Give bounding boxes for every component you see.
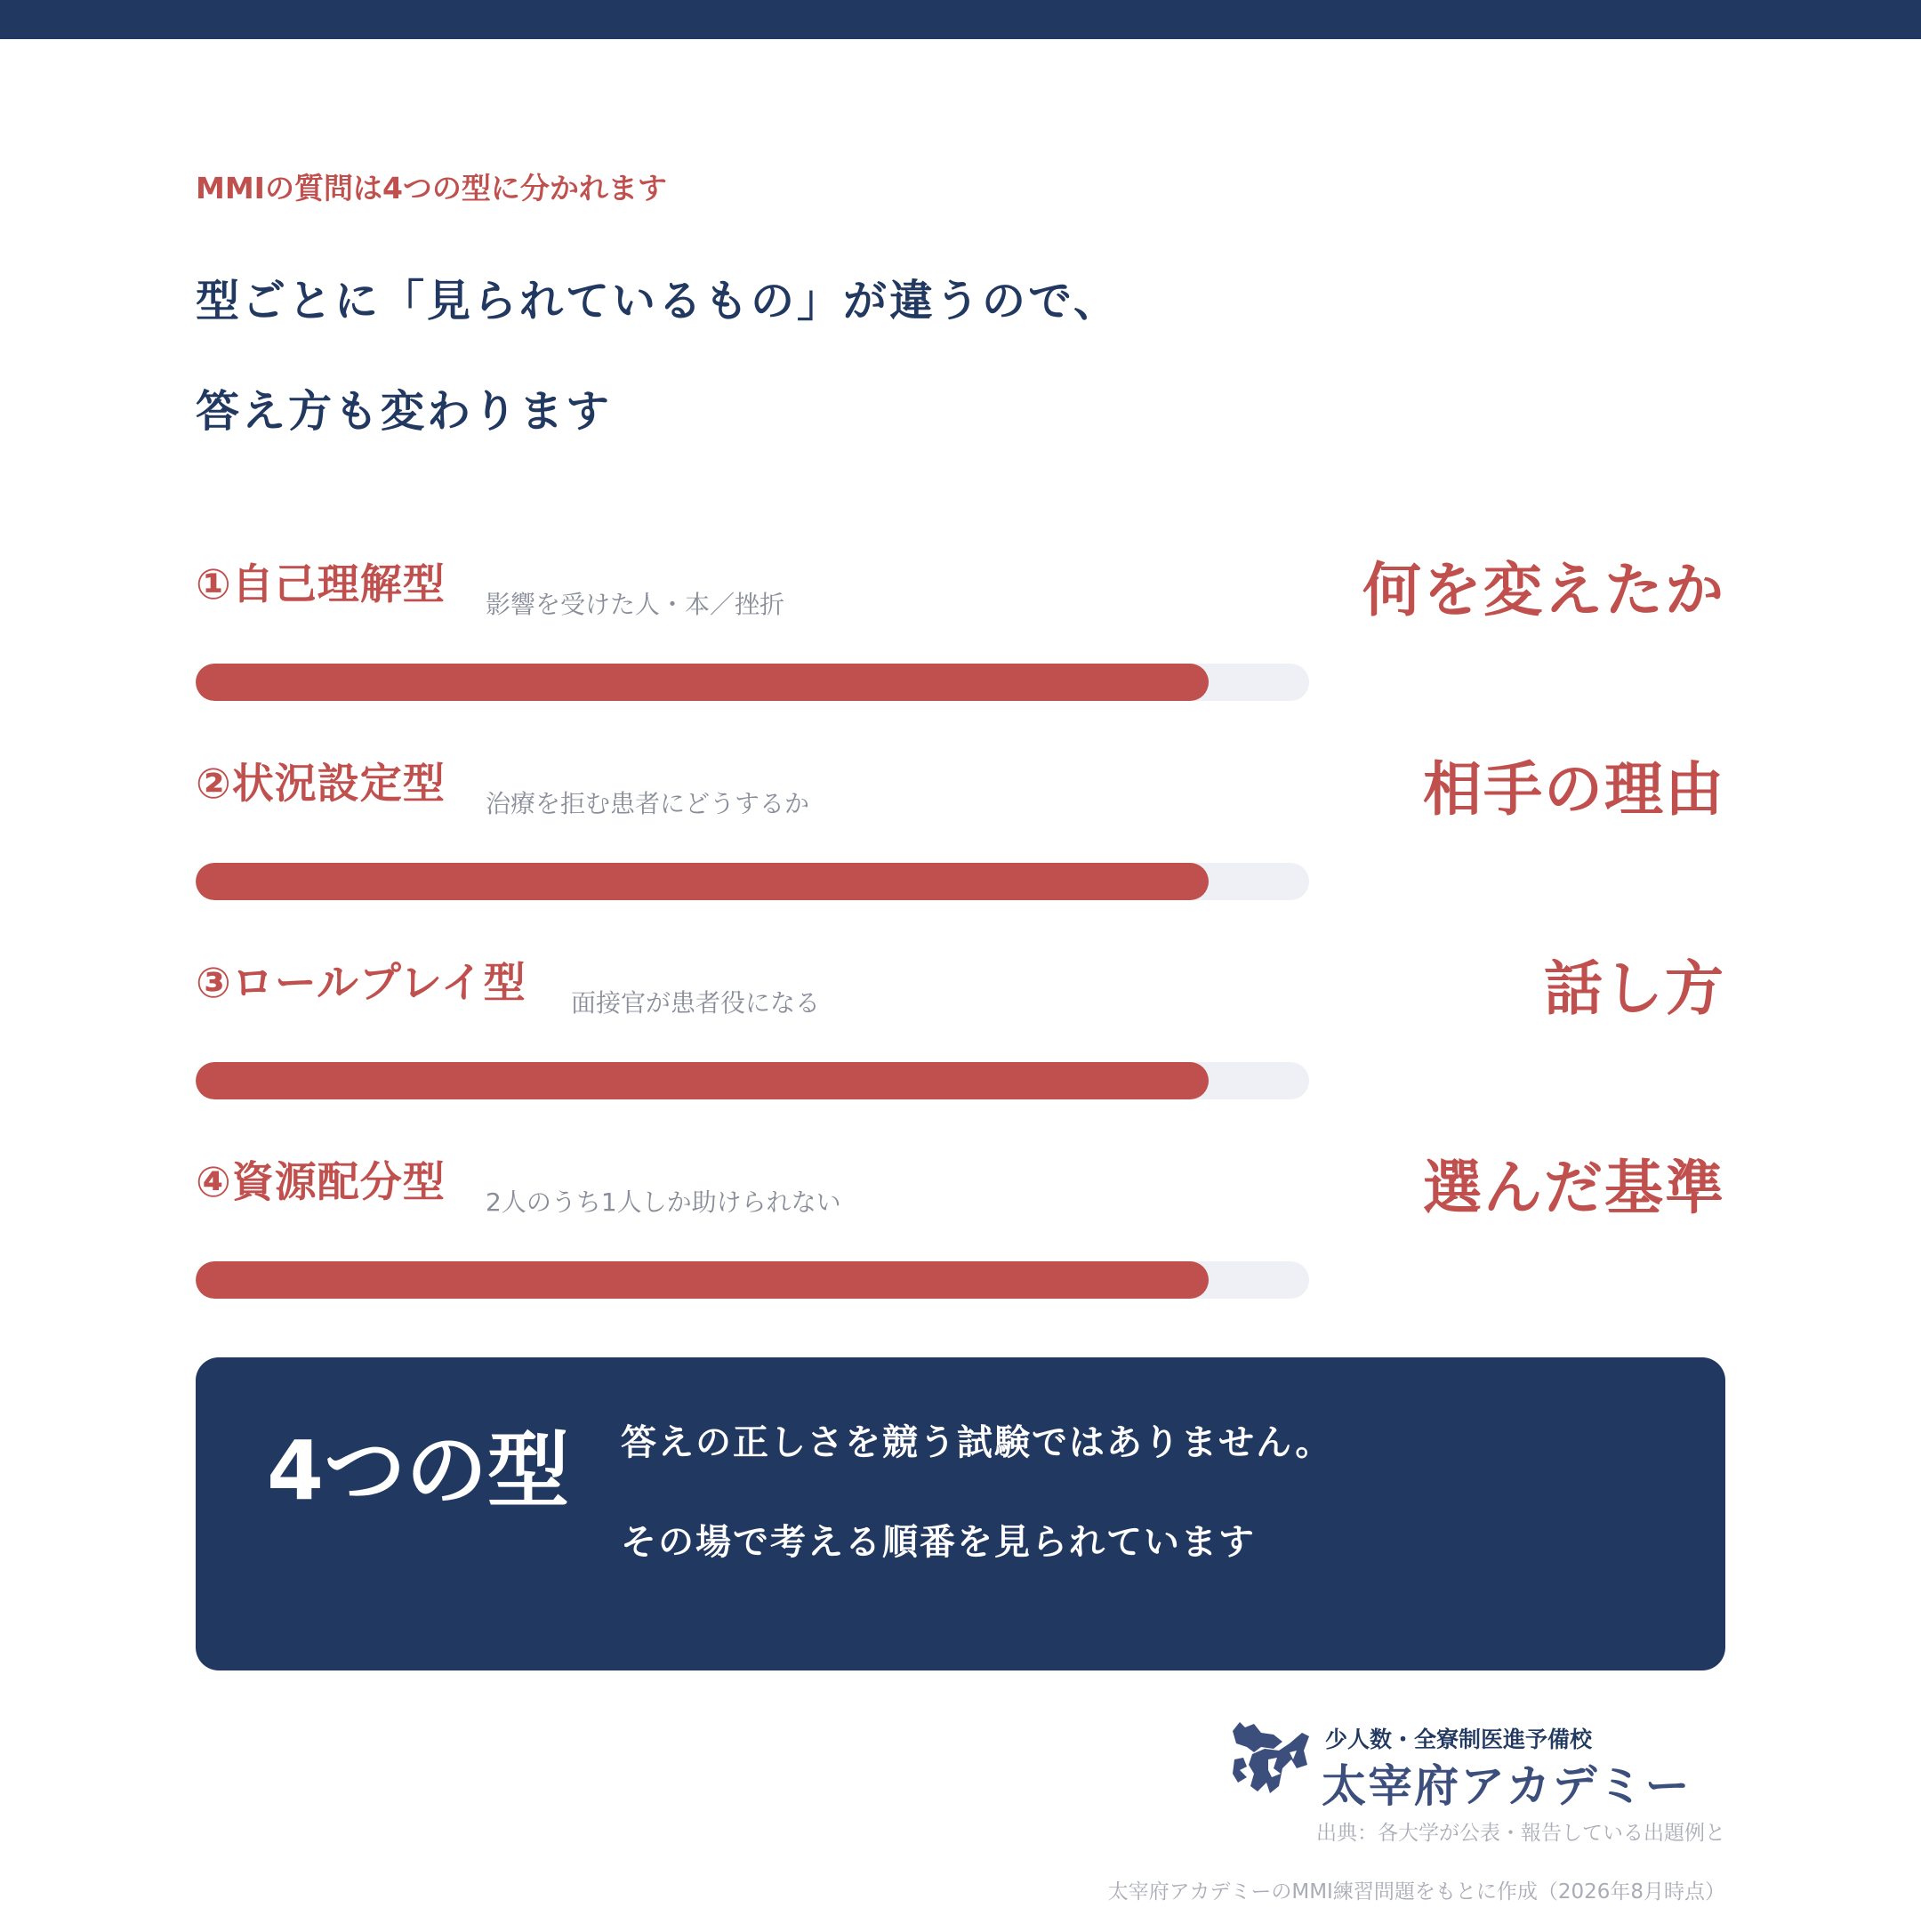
type-title: ④資源配分型 [196,1158,446,1207]
type-example: 2人のうち1人しか助けられない [486,1187,841,1217]
progress-track [196,1261,1309,1299]
kicker-text: MMIの質問は4つの型に分かれます [196,171,667,205]
logo-tagline: 少人数・全寮制医進予備校 [1325,1727,1593,1752]
dog-mascot-icon [1227,1719,1313,1797]
type-row-roleplay [196,950,1725,1149]
type-focus: 何を変えたか [1362,556,1725,624]
headline-line-1: 型ごとに「見られているもの」が違うので、 [196,276,1121,326]
top-bar [0,0,1921,39]
progress-track [196,664,1309,701]
type-row-self-understanding [196,551,1725,751]
summary-title: 4つの型 [267,1423,570,1518]
progress-track [196,863,1309,900]
type-example: 治療を拒む患者にどうするか [486,789,810,818]
type-example: 面接官が患者役になる [571,988,821,1018]
type-focus: 相手の理由 [1423,755,1725,824]
type-title: ②状況設定型 [196,760,446,809]
progress-fill [196,1261,1209,1299]
headline-line-2: 答え方も変わります [196,386,613,437]
source-line-1: 出典：各大学が公表・報告している出題例と [1316,1822,1725,1845]
summary-line-1: 答えの正しさを競う試験ではありません。 [621,1422,1333,1463]
progress-track [196,1062,1309,1099]
progress-fill [196,664,1209,701]
progress-fill [196,1062,1209,1099]
type-focus: 話し方 [1544,954,1725,1023]
summary-box [196,1357,1725,1670]
summary-line-2: その場で考える順番を見られています [621,1522,1256,1563]
type-title: ③ロールプレイ型 [196,959,526,1008]
type-row-resource-allocation [196,1149,1725,1348]
logo-name: 太宰府アカデミー [1322,1759,1692,1812]
source-line-2: 太宰府アカデミーのMMI練習問題をもとに作成（2026年8月時点） [1107,1880,1725,1904]
type-row-situation [196,751,1725,950]
type-focus: 選んだ基準 [1423,1154,1725,1222]
progress-fill [196,863,1209,900]
academy-logo [1227,1719,1725,1812]
type-example: 影響を受けた人・本／挫折 [486,590,785,619]
type-title: ①自己理解型 [196,560,446,609]
